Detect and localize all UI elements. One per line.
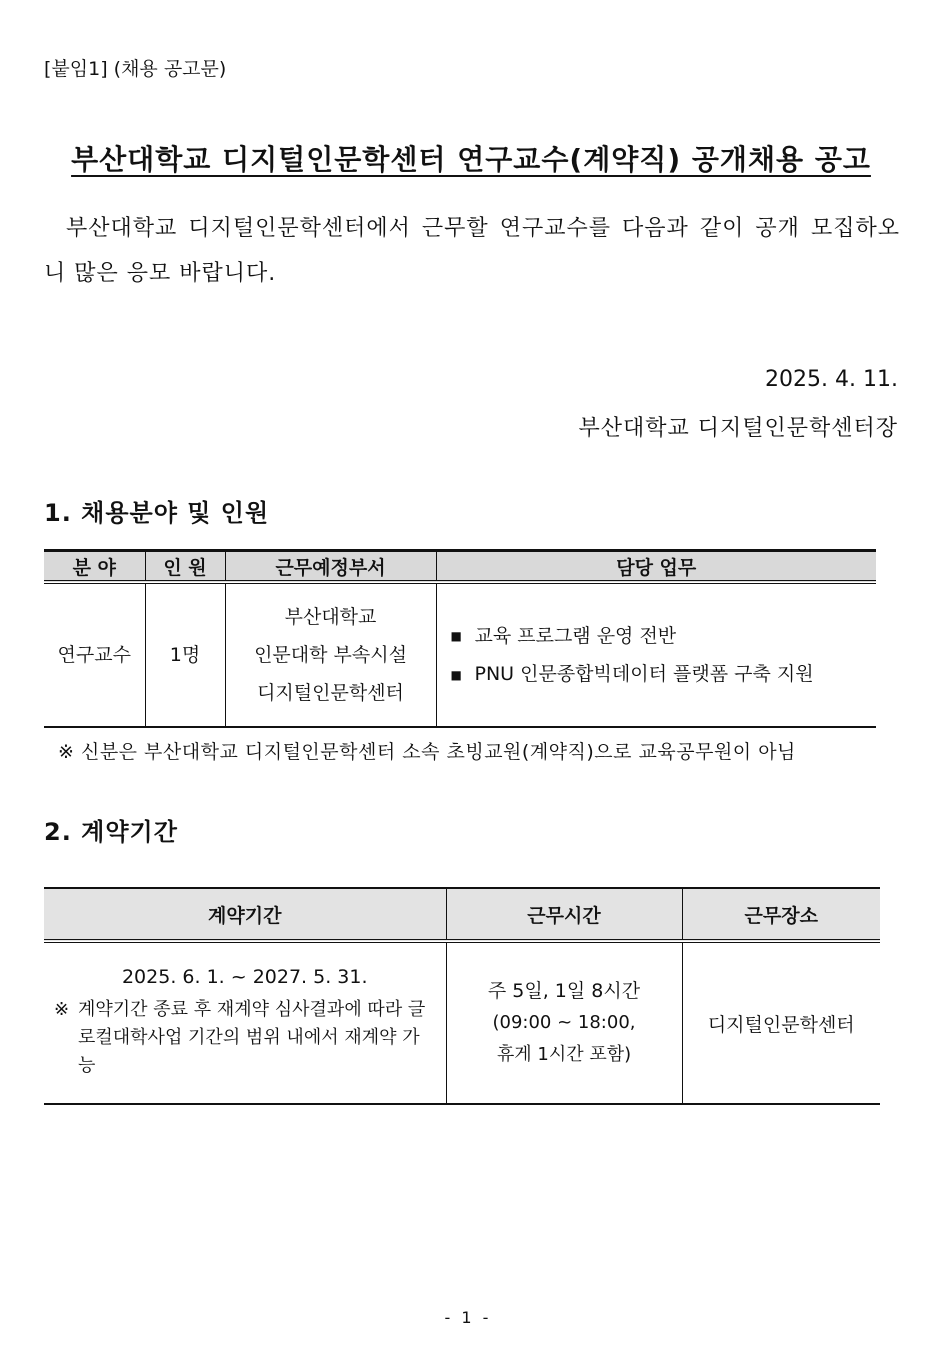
intro-paragraph: 부산대학교 디지털인문학센터에서 근무할 연구교수를 다음과 같이 공개 모집하오니 많은 응모 바랍니다. — [44, 216, 900, 286]
square-bullet-icon: ■ — [450, 629, 462, 643]
table-header-row — [44, 551, 876, 583]
dept-line: 디지털인문학센터 — [257, 682, 404, 704]
period-note — [44, 996, 446, 1080]
contract-period: 2025. 6. 1. ~ 2027. 5. 31. — [121, 966, 368, 988]
hours-detail: (09:00 ~ 18:00, — [492, 1012, 636, 1033]
duty-text: 교육 프로그램 운영 전반 — [474, 624, 677, 647]
contract-table — [44, 887, 880, 1105]
cell-place: 디지털인문학센터 — [682, 941, 880, 1104]
cell-duties — [436, 582, 876, 727]
recruitment-table — [44, 549, 876, 728]
status-note: ※ 신분은 부산대학교 디지털인문학센터 소속 초빙교원(계약직)으로 교육공무원이 아님 — [58, 741, 796, 763]
page-title: 부산대학교 디지털인문학센터 연구교수(계약직) 공개채용 공고 — [71, 143, 871, 176]
table-header-row — [44, 888, 880, 941]
signer: 부산대학교 디지털인문학센터장 — [578, 416, 898, 441]
header-hours: 근무시간 — [446, 888, 682, 941]
header-place: 근무장소 — [682, 888, 880, 941]
cell-field: 연구교수 — [44, 582, 145, 727]
hours-detail: 휴게 1시간 포함) — [496, 1044, 632, 1065]
cell-hours — [446, 941, 682, 1104]
period-note-text: 계약기간 종료 후 재계약 심사결과에 따라 글로컬대학사업 기간의 범위 내에서 재계약 가능 — [78, 999, 426, 1076]
hours-main: 주 5일, 1일 8시간 — [487, 980, 641, 1002]
table-row — [44, 941, 880, 1104]
header-count: 인 원 — [145, 551, 225, 583]
duty-text: PNU 인문종합빅데이터 플랫폼 구축 지원 — [474, 663, 814, 685]
square-bullet-icon: ■ — [450, 667, 462, 682]
reference-mark: ※ — [54, 999, 70, 1020]
duty-item — [451, 655, 877, 694]
dept-line: 부산대학교 — [284, 606, 377, 628]
table-row — [44, 582, 876, 727]
header-duties: 담당 업무 — [436, 551, 876, 583]
section-title-recruitment: 1. 채용분야 및 인원 — [44, 499, 270, 527]
page-number: - 1 - — [444, 1308, 492, 1327]
header-period: 계약기간 — [44, 888, 446, 941]
announcement-date: 2025. 4. 11. — [765, 367, 898, 392]
header-dept: 근무예정부서 — [225, 551, 436, 583]
section-title-contract: 2. 계약기간 — [44, 818, 178, 846]
cell-count: 1명 — [145, 582, 225, 727]
dept-line: 인문대학 부속시설 — [254, 644, 407, 666]
attachment-label: [붙임1] (채용 공고문) — [44, 58, 227, 80]
header-field: 분 야 — [44, 551, 145, 583]
duty-item — [451, 617, 877, 656]
cell-period — [44, 941, 446, 1104]
cell-dept — [225, 582, 436, 727]
